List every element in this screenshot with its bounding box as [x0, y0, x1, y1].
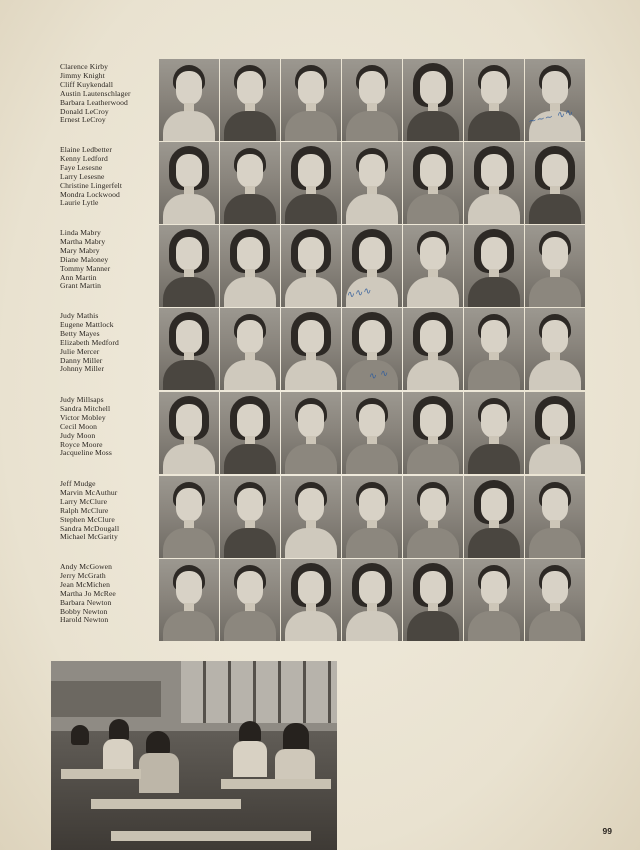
student-name: Austin Lautenschlager: [60, 88, 131, 98]
student-portrait: [159, 59, 219, 141]
student-row-5: [0, 392, 640, 474]
student-portrait: [220, 142, 280, 224]
student-portrait: [220, 308, 280, 390]
student-name: Ernest LeCroy: [60, 115, 106, 125]
student-name: Donald LeCroy: [60, 106, 109, 116]
page-number: 99: [602, 826, 612, 836]
student-portrait: [159, 559, 219, 641]
name-list-1: [60, 63, 158, 125]
student-name: Christine Lingerfelt: [60, 180, 123, 190]
handwritten-signature: ∿∿∿: [345, 285, 373, 302]
student-portrait: [281, 59, 341, 141]
student-name: Johnny Miller: [60, 364, 105, 374]
student-portrait: [403, 559, 463, 641]
student-portrait: [342, 142, 402, 224]
student-portrait: [464, 142, 524, 224]
student-name: Ralph McClure: [60, 505, 109, 515]
student-portrait: [342, 392, 402, 474]
student-name: Laurie Lytle: [60, 198, 99, 208]
student-portrait: [403, 476, 463, 558]
student-name: Tommy Manner: [60, 263, 111, 273]
student-portrait: [281, 308, 341, 390]
student-portrait: [464, 392, 524, 474]
student-portrait: [281, 225, 341, 307]
student-portrait: [525, 142, 585, 224]
name-list-2: [60, 146, 158, 208]
student-portrait: [525, 225, 585, 307]
student-portrait: [159, 225, 219, 307]
student-portrait: [403, 225, 463, 307]
photo-strip-5: [159, 392, 585, 474]
student-portrait: [159, 392, 219, 474]
handwritten-signature: ∿ ∿: [367, 368, 389, 383]
student-portrait: [342, 476, 402, 558]
student-portrait: [342, 559, 402, 641]
photo-strip-1: [159, 59, 585, 141]
student-name: Danny Miller: [60, 355, 103, 365]
student-name: Julie Mercer: [60, 346, 100, 356]
name-list-4: [60, 312, 158, 374]
student-portrait: [281, 392, 341, 474]
student-portrait: [281, 142, 341, 224]
name-list-5: [60, 396, 158, 458]
student-name: Mondra Lockwood: [60, 189, 120, 199]
student-name: Judy Millsaps: [60, 395, 104, 404]
student-portrait: [403, 308, 463, 390]
student-name: Kenny Ledford: [60, 153, 108, 163]
student-name: Eugene Mattlock: [60, 319, 114, 329]
student-name: Martha Mabry: [60, 236, 106, 246]
student-name: Grant Martin: [60, 281, 102, 291]
student-portrait: [403, 392, 463, 474]
student-name: Royce Moore: [60, 439, 103, 449]
student-portrait: [342, 59, 402, 141]
student-name: Diane Maloney: [60, 254, 109, 264]
student-portrait: [464, 476, 524, 558]
student-row-1: [0, 59, 640, 141]
student-portrait: [464, 225, 524, 307]
name-list-6: [60, 480, 158, 542]
student-name: Barbara Newton: [60, 597, 112, 607]
student-name: Ann Martin: [60, 272, 97, 282]
photo-strip-2: [159, 142, 585, 224]
student-name: Barbara Leatherwood: [60, 97, 128, 107]
student-portrait: [159, 308, 219, 390]
student-name: Bobby Newton: [60, 606, 108, 616]
student-row-6: [0, 476, 640, 558]
student-portrait: [525, 308, 585, 390]
student-portrait: [281, 559, 341, 641]
student-portrait: [464, 308, 524, 390]
student-name: Cecil Moon: [60, 421, 98, 431]
student-portrait: [525, 476, 585, 558]
student-name: Jerry McGrath: [60, 570, 106, 580]
photo-strip-3: [159, 225, 585, 307]
student-name: Cliff Kuykendall: [60, 79, 114, 89]
photo-strip-6: [159, 476, 585, 558]
student-portrait: [220, 559, 280, 641]
student-portrait: [281, 476, 341, 558]
student-name: Jacqueline Moss: [60, 448, 112, 458]
name-list-7: [60, 563, 158, 625]
student-portrait: [220, 59, 280, 141]
student-portrait: [159, 142, 219, 224]
student-name: Judy Moon: [60, 430, 96, 440]
student-portrait: [464, 59, 524, 141]
student-name: Betty Mayes: [60, 328, 100, 338]
student-portrait: [220, 392, 280, 474]
student-name: Elaine Ledbetter: [60, 145, 112, 154]
student-name: Larry McClure: [60, 496, 108, 506]
name-list-3: [60, 229, 158, 291]
student-name: Elizabeth Medford: [60, 337, 119, 347]
student-portrait: [525, 59, 585, 141]
student-name: Faye Lesesne: [60, 162, 103, 172]
student-name: Andy McGowen: [60, 562, 113, 571]
classroom-photo: [51, 661, 337, 850]
student-name: Judy Mathis: [60, 311, 99, 320]
student-portrait: [403, 59, 463, 141]
student-row-3: [0, 225, 640, 307]
student-name: Sandra McDougall: [60, 523, 120, 533]
student-portrait: [525, 559, 585, 641]
student-name: Martha Jo McRee: [60, 588, 116, 598]
student-name: Sandra Mitchell: [60, 403, 111, 413]
student-name: Stephen McClure: [60, 514, 115, 524]
student-name: Michael McGarity: [60, 532, 118, 542]
student-name: Larry Lesesne: [60, 171, 105, 181]
student-portrait: [159, 476, 219, 558]
student-name: Victor Mobley: [60, 412, 106, 422]
student-portrait: [464, 559, 524, 641]
photo-strip-7: [159, 559, 585, 641]
student-portrait: [220, 225, 280, 307]
student-name: Harold Newton: [60, 615, 109, 625]
student-name: Mary Mabry: [60, 245, 100, 255]
student-portrait: [403, 142, 463, 224]
student-name: Clarence Kirby: [60, 62, 108, 71]
student-name: Jimmy Knight: [60, 70, 105, 80]
student-row-4: [0, 308, 640, 390]
student-name: Marvin McAuthur: [60, 487, 118, 497]
student-row-7: [0, 559, 640, 641]
student-portrait: [525, 392, 585, 474]
student-portrait: [220, 476, 280, 558]
handwritten-signature: ~∼∼ ∿∿: [527, 107, 574, 128]
student-name: Jean McMichen: [60, 579, 111, 589]
student-name: Jeff Mudge: [60, 479, 96, 488]
student-row-2: [0, 142, 640, 224]
student-name: Linda Mabry: [60, 228, 101, 237]
